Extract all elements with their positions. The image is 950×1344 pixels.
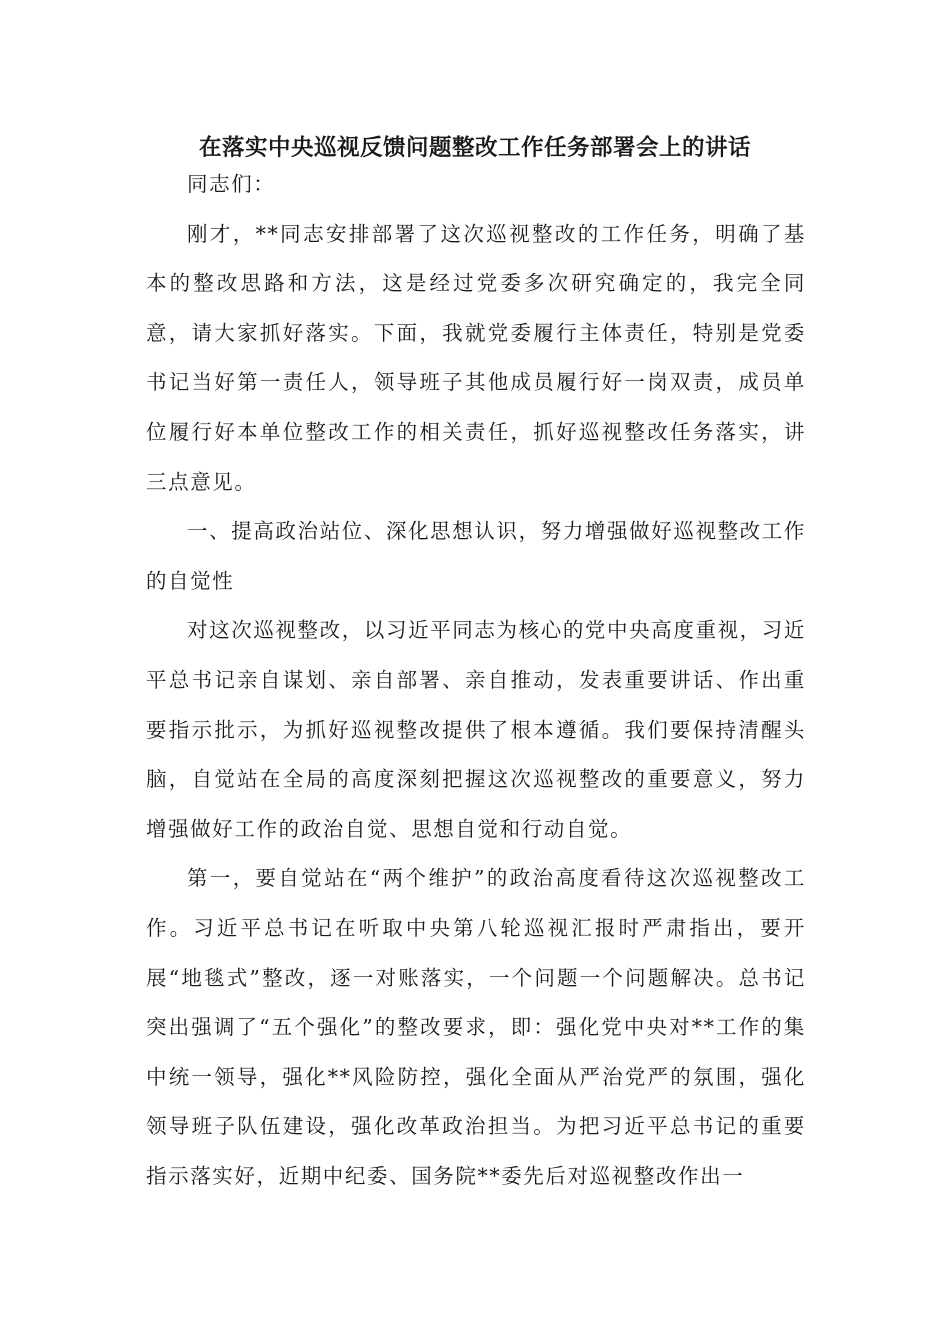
paragraph-opening: 刚才，**同志安排部署了这次巡视整改的工作任务，明确了基本的整改思路和方法，这是经过党委多次研究确定的，我完全同意，请大家抓好落实。下面，我就党委履行主体责任，特别是党委书记当好第一责任人，领导班子其他成员履行好一岗双责，成员单位履行好本单位整改工作的相关责任，抓好巡视整改任务落实，讲三点意见。 [146,221,806,494]
document-title: 在落实中央巡视反馈问题整改工作任务部署会上的讲话 [198,135,751,161]
paragraph-section-1: 对这次巡视整改，以习近平同志为核心的党中央高度重视，习近平总书记亲自谋划、亲自部署、亲自推动，发表重要讲话、作出重要指示批示，为抓好巡视整改提供了根本遵循。我们要保持清醒头脑，自觉站在全局的高度深刻把握这次巡视整改的重要意义，努力增强做好工作的政治自觉、思想自觉和行动自觉。 [146,618,806,841]
salutation: 同志们： [187,172,276,196]
paragraph-point-1: 第一，要自觉站在“两个维护”的政治高度看待这次巡视整改工作。习近平总书记在听取中央第八轮巡视汇报时严肃指出，要开展“地毯式”整改，逐一对账落实，一个问题一个问题解决。总书记突出强调了“五个强化”的整改要求，即：强化党中央对**工作的集中统一领导，强化**风险防控，强化全面从严治党严的氛围，强化领导班子队伍建设，强化改革政治担当。为把习近平总书记的重要指示落实好，近期中纪委、国务院**委先后对巡视整改作出一 [146,866,806,1188]
section-heading-1: 一、提高政治站位、深化思想认识，努力增强做好巡视整改工作的自觉性 [146,519,806,593]
document-body [146,150,806,1201]
